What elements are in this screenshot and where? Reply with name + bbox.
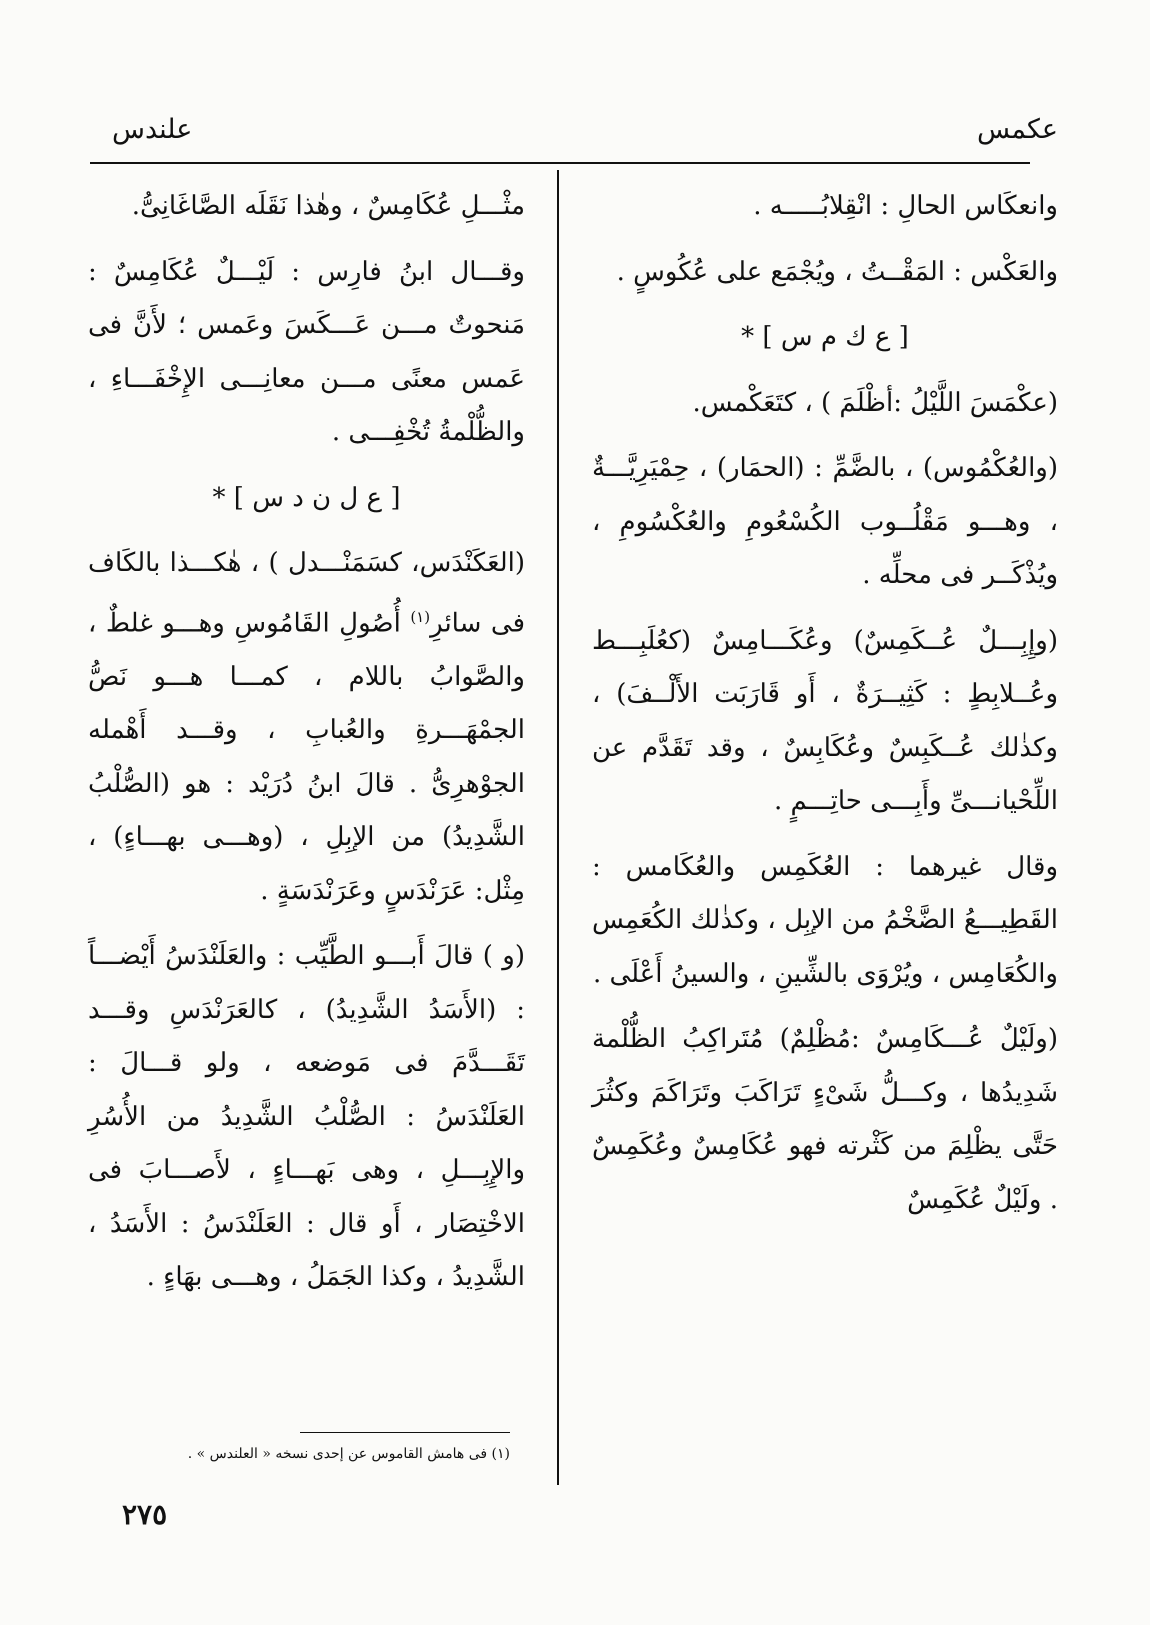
page-number: ٢٧٥ <box>122 1498 168 1531</box>
right-column <box>592 180 1058 1239</box>
entry-paragraph: (عكْمَسَ اللَّيْلُ :أظْلَمَ ) ، كتَعَكْمس. <box>692 387 1058 418</box>
footnote-rule <box>300 1432 510 1433</box>
header-keyword-left: علندس <box>112 114 193 145</box>
entry-paragraph: والعَكْس : المَقْــتُ ، ويُجْمَع على عُكُوسٍ . <box>616 256 1058 287</box>
entry-text: (العَكَنْدَس، كسَمَنْـــدل ) ، هٰكـــذا بالكَاف فى سائرِ <box>88 548 525 639</box>
entry-paragraph: (ولَيْلٌ عُـــكَامِسٌ :مُظْلِمٌ) مُتَراكِبُ الظُّلْمة شَدِيدُها ، وكـــلُّ شَىْءٍ تَرَاكَبَ وتَرَاكَمَ وكثُرَ حَتَّى يظْلِمَ من كَثْرته فهو عُكَامِسٌ وعُكَمِسٌ . ولَيْلٌ عُكَمِسٌ <box>592 1024 1058 1215</box>
entry-paragraph: وقـــال ابنُ فارِس : لَيْـــلٌ عُكَامِسٌ : مَنحوتٌ مـــن عَـــكَسَ وعَمس ؛ لأَنَّ فى عَمس معنًى مـــن معانِـــى الإِخْفَـــاءِ ، والظُّلْمةُ تُخْفِـــى . <box>88 256 525 447</box>
entry-paragraph: وقال غيرهما : العُكَمِس والعُكَامس : القَطِيـــعُ الضَّخْمُ من الإبِل ، وكذٰلك الكُعَمِس والكُعَامِس ، ويُرْوَى بالشِّينِ ، والسينُ أَعْلَى . <box>592 851 1058 989</box>
left-column <box>88 180 525 1317</box>
entry-paragraph: (وإِبِـــلٌ عُــكَمِسٌ) وعُكَـــامِسٌ (كعُلَبِـــط وعُــلابِطٍ : كَثِيــرَةٌ ، أَو قَارَبَت الأَلْــفَ) ، وكذٰلك عُــكَبِسٌ وعُكَابِسٌ ، وقد تَقَدَّم عن اللِّحْيانـــىِّ وأَبِـــى حاتِـــمٍ . <box>592 625 1058 816</box>
footnote-marker: (١) <box>410 607 431 626</box>
entry-paragraph: مثْـــلِ عُكَامِسٌ ، وهٰذا نَقَلَه الصَّاغَانِىُّ. <box>131 191 525 221</box>
entry-paragraph: وانعكَاس الحالِ : انْقِلابُـــــه . <box>753 191 1058 221</box>
header-keyword-right: عكمس <box>976 114 1058 145</box>
entry-text: أُصُولِ القَامُوسِ وهـــو غلطٌ ، والصَّوابُ باللام ، كمـــا هـــو نَصُّ الجمْهَـــرةِ والعُبابِ ، وقـــد أَهْمله الجوْهرِىُّ . قالَ ابنُ دُرَيْد : هو (الصُّلْبُ الشَّدِيدُ) من الإبِلِ ، (وهـــى بهـــاءٍ) ، مِثْل: عَرَنْدَسٍ وعَرَنْدَسَةٍ . <box>88 608 525 906</box>
header-rule <box>90 162 1030 164</box>
entry-paragraph: (و ) قالَ أَبـــو الطَّيِّب : والعَلَنْدَسُ أَيْضـــاً : (الأَسَدُ الشَّدِيدُ) ، كالعَرَنْدَسِ وقـــد تَقَـــدَّمَ فى مَوضعه ، ولو قـــالَ : العَلَنْدَسُ : الصُّلْبُ الشَّدِيدُ من الأُسُرِ والإِبِـــلِ ، وهى بَهـــاءٍ ، لأَصـــابَ فى الاخْتِصَار ، أَو قال : العَلَنْدَسُ : الأَسَدُ ، الشَّدِيدُ ، وكذا الجَمَلُ ، وهـــى بهَاءٍ . <box>88 941 525 1293</box>
footnote: (١) فى هامش القاموس عن إحدى نسخه « العلندس » . <box>187 1446 510 1462</box>
column-divider <box>557 170 559 1485</box>
entry-paragraph: (والعُكْمُوس) ، بالضَّمِّ : (الحمَار) ، حِمْيَرِيَّـــةٌ ، وهـــو مَقْلُــوب الكُسْعُومِ والعُكْسُومِ ، ويُذْكَــر فى محلِّه . <box>592 453 1058 590</box>
root-heading-akms: [ ع ك م س ] * <box>741 322 909 352</box>
root-heading-alnds: [ ع ل ن د س ] * <box>212 482 401 513</box>
entry-paragraph <box>88 537 525 918</box>
